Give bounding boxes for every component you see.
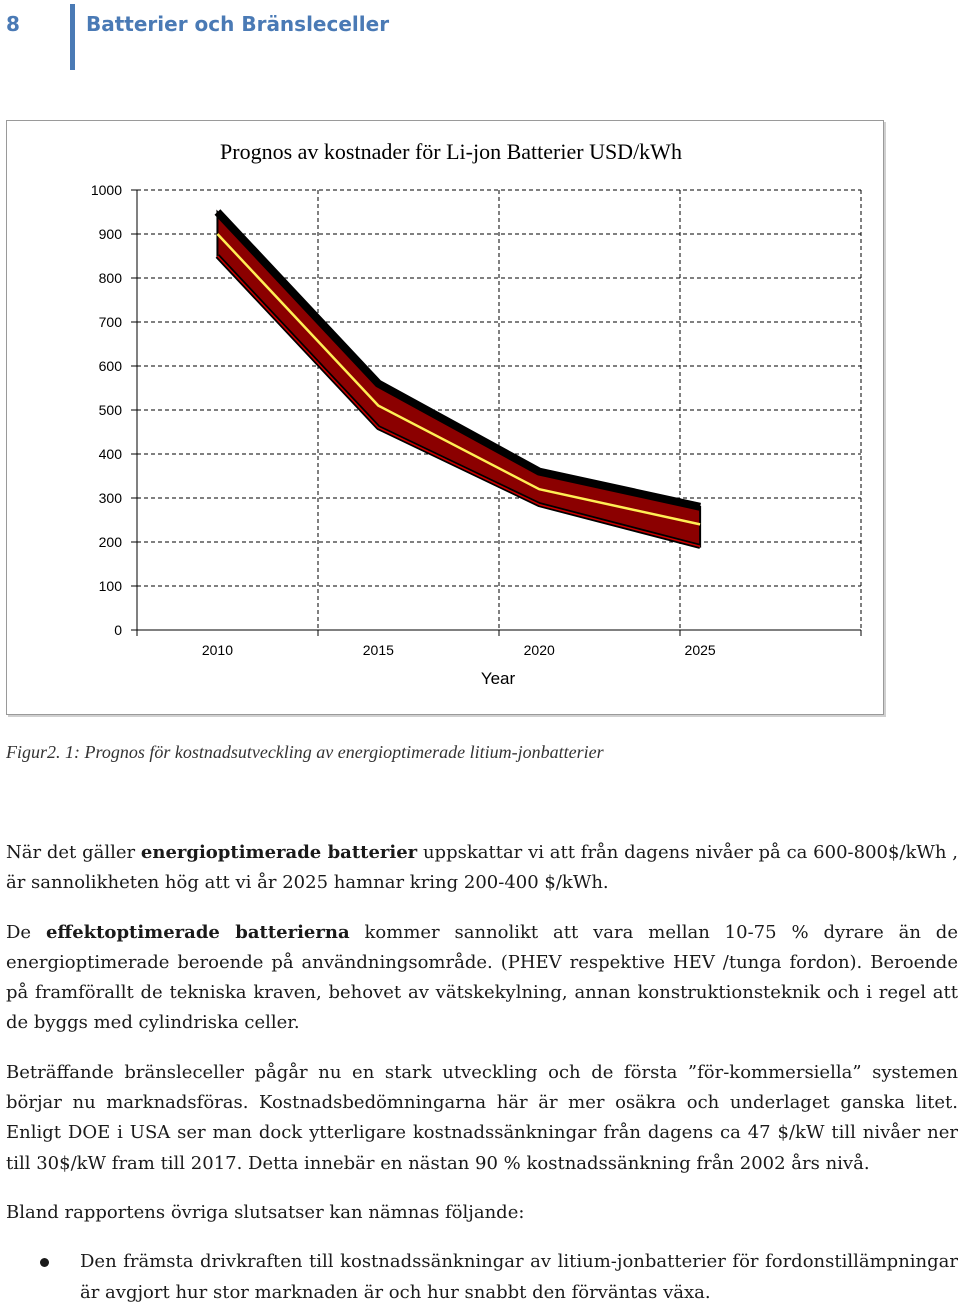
- figure-caption: Figur2. 1: Prognos för kostnadsutveckling av energioptimerade litium-jonbatterier: [6, 742, 604, 762]
- body-text: [6, 838, 958, 1308]
- list-item-text: Den främsta drivkraften till kostnadssänkningar av litium-jonbatterier för fordonstillämpningar är avgjort hur stor marknaden är och hur snabbt den förväntas växa.: [80, 1251, 958, 1303]
- chart-frame: [6, 120, 884, 715]
- cost-band: [217, 212, 700, 546]
- bold-term: energioptimerade batterier: [140, 842, 418, 863]
- y-tick-label: 1000: [90, 182, 122, 198]
- band-layer: [217, 212, 700, 546]
- paragraph-text: När det gäller: [6, 842, 141, 863]
- paragraph-conclusions-intro: Bland rapportens övriga slutsatser kan nämnas följande:: [6, 1201, 525, 1223]
- list-item: [6, 1247, 958, 1308]
- y-tick-label: 100: [98, 578, 122, 594]
- y-tick-label: 300: [98, 490, 122, 506]
- page-header: [0, 0, 960, 70]
- y-tick-label: 800: [98, 270, 122, 286]
- paragraph-fuel-cells: Beträffande bränsleceller pågår nu en stark utveckling och de första ”för-kommersiella” systemen börjar nu marknadsföras. Kostnadsbedömningarna här är mer osäkra och underlaget ganska litet. Enligt DOE i USA ser man dock ytterligare kostnadssänkningar från dagens ca 47 $/kW till nivåer ner till 30$/kW fram till 2017. Detta innebär en nästan 90 % kostnadssänkning från 2002 års nivå.: [6, 1061, 958, 1174]
- paragraph-text: kommer sannolikt att vara mellan 10-75 % dyrare än de energioptimerade beroende på användningsområde. (PHEV respektive HEV /tunga fordon). Beroende på framförallt de tekniska kraven, behovet av vätskekylning, annan konstruktionsteknik och i regel att de byggs med cylindriska celler.: [6, 921, 958, 1034]
- paragraph-energy-batteries: [6, 838, 958, 899]
- y-tick-label: 900: [98, 226, 122, 242]
- y-tick-label: 500: [98, 402, 122, 418]
- bold-term: effektoptimerade batterierna: [45, 921, 350, 943]
- y-tick-label: 200: [98, 534, 122, 550]
- x-tick-label: 2025: [684, 642, 716, 658]
- chart-title: Prognos av kostnader för Li-jon Batterier USD/kWh: [220, 139, 682, 164]
- x-tick-label: 2020: [523, 642, 555, 658]
- y-tick-label: 700: [98, 314, 122, 330]
- cost-forecast-chart: [7, 121, 883, 714]
- y-tick-label: 400: [98, 446, 122, 462]
- chapter-title: Batterier och Bränsleceller: [86, 12, 390, 36]
- paragraph-text: uppskattar vi att från dagens nivåer på ca 600-800$/kWh , är sannolikheten hög att vi år 2025 hamnar kring 200-400 $/kWh.: [6, 842, 959, 894]
- x-axis-label: Year: [480, 669, 516, 688]
- bullet-icon: [40, 1258, 49, 1267]
- paragraph-text: De: [6, 921, 46, 943]
- y-tick-label: 600: [98, 358, 122, 374]
- x-tick-label: 2010: [201, 642, 234, 658]
- y-tick-label: 0: [114, 622, 122, 638]
- x-tick-label: 2015: [362, 642, 394, 658]
- conclusions-list: [6, 1247, 958, 1308]
- header-divider: [70, 4, 75, 70]
- page-number: 8: [6, 12, 20, 36]
- paragraph-power-batteries: [6, 918, 958, 1039]
